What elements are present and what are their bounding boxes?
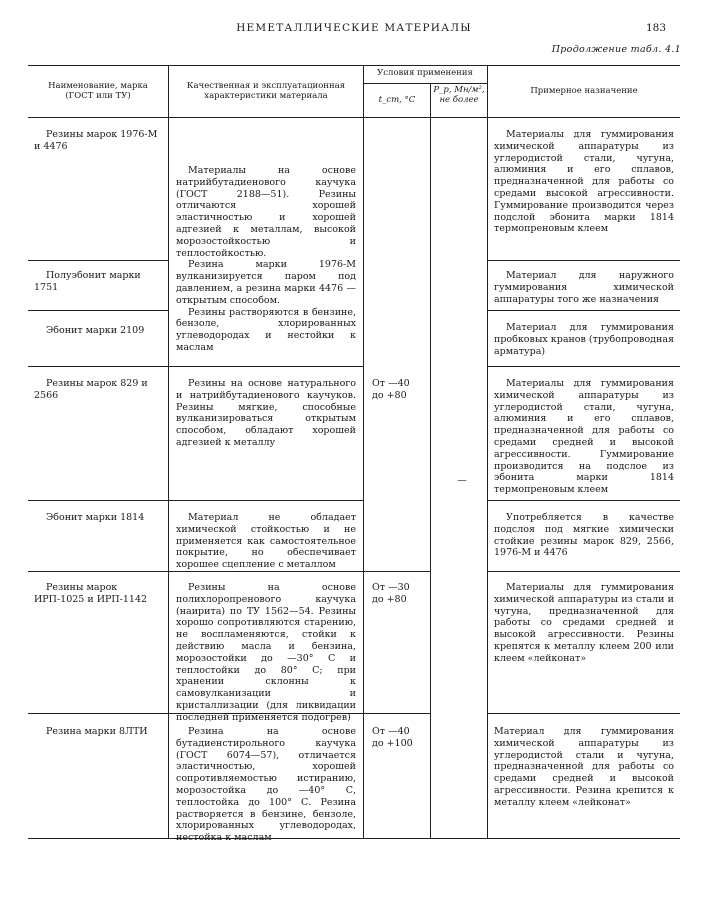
row7-name: Резина марки 8ЛТИ <box>46 726 148 737</box>
row4-purpose: Материалы для гуммирования химической аппаратуры из углеродистой стали, чугуна, алюминия и его сплавов, предназначенной для работы со средами средней и высокой агрессивности. Гуммирование производится на подслое из эбонита марки 1814 термопреновым клеем <box>494 378 674 496</box>
row-sep-purpose-2 <box>487 310 680 311</box>
page-number: 183 <box>646 22 667 34</box>
row1-name: Резины марок 1976-М и 4476 <box>34 129 158 152</box>
row2-name: Полуэбонит марки 1751 <box>34 270 141 293</box>
header-pressure: P_р, Мн/м², не более <box>433 85 485 105</box>
running-header-title: НЕМЕТАЛЛИЧЕСКИЕ МАТЕРИАЛЫ <box>236 22 472 34</box>
row7-temp: От —40 до +100 <box>372 726 413 749</box>
row6-characteristics: Резины на основе полихлоропренового каучука (наирита) по ТУ 1562—54. Резины хорошо сопротивляются старению, не воспламеняются, стойки к действию масла и бензина, морозостойки до —30° С и теплостойки до 80° С; при хранении склонны к самовулканизации и кристаллизации (для ликвидации последней применяется подогрев) <box>176 582 356 723</box>
row-sep-purpose-1 <box>487 260 680 261</box>
row-sep-temp-1 <box>363 571 430 572</box>
rule-top <box>28 65 680 66</box>
rule-header-bottom <box>28 117 680 118</box>
row5-purpose: Употребляется в качестве подслоя под мягкие химически стойкие резины марок 829, 2566, 1976-М и 4476 <box>494 512 674 559</box>
row-sep-char-3 <box>168 571 363 572</box>
row-sep-name-6 <box>28 713 168 714</box>
row3-name: Эбонит марки 2109 <box>46 325 145 336</box>
rule-col-3 <box>430 83 431 839</box>
header-conditions: Условия применения <box>377 68 473 78</box>
row5-name: Эбонит марки 1814 <box>46 512 145 523</box>
row5-characteristics: Материал не обладает химической стойкостью и не применяется как самостоятельное покрытие, но обеспечивает хорошее сцепление с металлом <box>176 512 356 571</box>
row-sep-name-1 <box>28 260 168 261</box>
header-name: Наименование, марка (ГОСТ или ТУ) <box>48 81 148 101</box>
row-sep-purpose-6 <box>487 713 680 714</box>
row6-temp: От —30 до +80 <box>372 582 410 605</box>
row6-purpose: Материалы для гуммирования химической аппаратуры из стали и чугуна, предназначенной для работы со средами средней и высокой агрессивности. Резины крепятся к металлу клеем 200 или клеем «лейконат» <box>494 582 674 664</box>
header-characteristics: Качественная и эксплуатационная характеристики материала <box>186 81 346 101</box>
rule-col-1 <box>168 65 169 839</box>
row-sep-purpose-5 <box>487 571 680 572</box>
row3-purpose: Материал для гуммирования пробковых кранов (трубопроводная арматура) <box>494 322 675 357</box>
group1-char-p2: Резина марки 1976-М вулканизируется паром под давлением, а резина марки 4476 — открытым способом. <box>176 259 356 306</box>
rule-col-2 <box>363 65 364 839</box>
header-temp: t_ст, °C <box>378 95 416 105</box>
row2-purpose: Материал для наружного гуммирования химической аппаратуры того же назначения <box>494 270 674 305</box>
row-sep-purpose-4 <box>487 500 680 501</box>
row1-purpose: Материалы для гуммирования химической аппаратуры из углеродистой стали, чугуна, алюминия и его сплавов, предназначенной для работы со средами высокой агрессивности. Гуммирование производится через подслой эбонита марки 1814 термопреновым клеем <box>494 129 674 235</box>
row4-temp: От —40 до +80 <box>372 378 410 401</box>
row-sep-name-4 <box>28 500 168 501</box>
row4-characteristics: Резины на основе натурального и натрийбутадиенового каучуков. Резины мягкие, способные вулканизироваться открытым способом, обладают хорошей адгезией к металлу <box>176 378 356 448</box>
row-sep-char-1 <box>168 366 363 367</box>
rule-col-4 <box>487 65 488 839</box>
rule-conditions-split <box>363 83 487 84</box>
continuation-label: Продолжение табл. 4.1 <box>551 44 681 55</box>
row-sep-name-5 <box>28 571 168 572</box>
row-sep-char-2 <box>168 500 363 501</box>
row7-purpose: Материал для гуммирования химической аппаратуры из углеродистой стали и чугуна, предназначенной для работы со средами средней и высокой агрессивности. Резина крепится к металлу клеем «лейконат» <box>494 726 674 808</box>
row7-characteristics: Резина на основе бутадиенстирольного каучука (ГОСТ 6074—57), отличается эластичностью, хорошей сопротивляемостью истиранию, морозостойка до —40° С, теплостойка до 100° С. Резина растворяется в бензине, бензоле, хлорированных углеводородах, нестойка к маслам <box>176 726 356 844</box>
group1-char-p1: Материалы на основе натрийбутадиенового каучука (ГОСТ 2188—51). Резины отличаются хорошей эластичностью и хорошей адгезией к металлам, высокой морозостойкостью и теплостойкостью. <box>176 165 356 259</box>
row-sep-purpose-3 <box>487 366 680 367</box>
row-sep-name-2 <box>28 310 168 311</box>
group1-characteristics <box>176 165 356 354</box>
group1-char-p3: Резины растворяются в бензине, бензоле, хлорированных углеводородах и нестойки к маслам <box>176 306 356 353</box>
row4-name: Резины марок 829 и 2566 <box>34 378 148 401</box>
row-sep-name-3 <box>28 366 168 367</box>
pressure-dash: — <box>457 475 467 486</box>
row6-name: Резины марок ИРП-1025 и ИРП-1142 <box>34 582 148 605</box>
header-purpose: Примерное назначение <box>530 86 638 96</box>
row-sep-temp-2 <box>363 713 430 714</box>
